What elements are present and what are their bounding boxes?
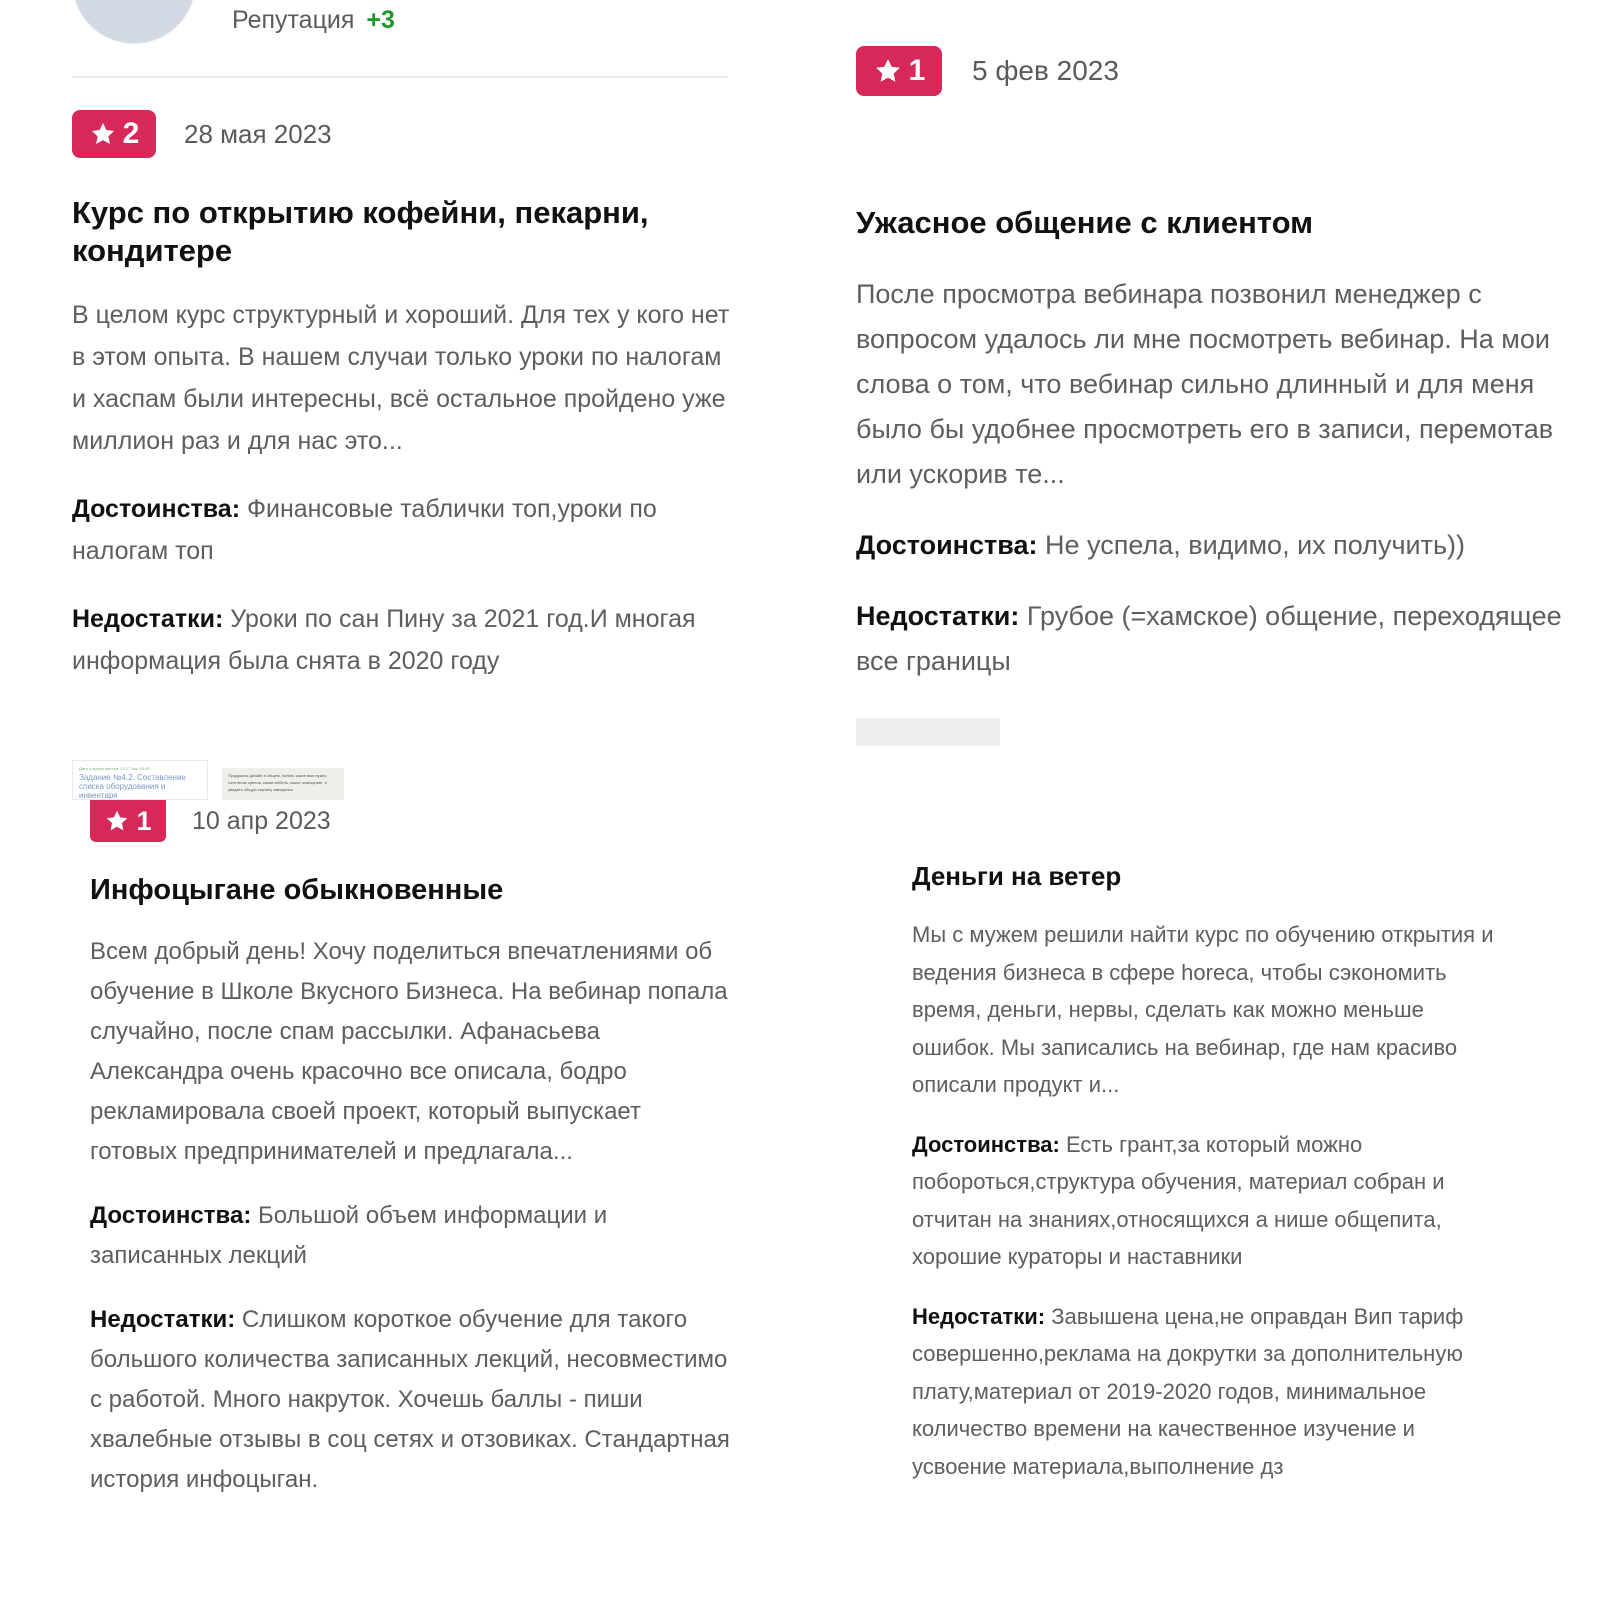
review-date: 5 фев 2023 [972, 55, 1119, 86]
review-date: 28 мая 2023 [184, 118, 332, 149]
review-title[interactable]: Инфоцыгане обыкновенные [90, 874, 504, 906]
review-attachments [72, 760, 372, 800]
divider [72, 76, 728, 78]
attachment-thumbnail[interactable] [72, 760, 208, 800]
review-cons [856, 594, 1576, 684]
review-date: 10 апр 2023 [192, 806, 331, 835]
pros-label: Достоинства: [90, 1202, 252, 1229]
star-icon [104, 808, 130, 834]
review-header [72, 110, 732, 158]
pros-label: Достоинства: [856, 530, 1038, 560]
reputation-value: +3 [366, 6, 395, 34]
pros-text: Большой объем информации и записанных лекций [90, 1202, 608, 1269]
rating-badge [856, 46, 942, 96]
author-avatar[interactable] [72, 0, 196, 44]
rating-value: 1 [908, 54, 926, 87]
review-cons [90, 1300, 730, 1500]
star-icon [89, 120, 117, 148]
cons-label: Недостатки: [72, 605, 224, 633]
attachment-text: Продумать дизайн в общем, понять какое вам нужно сочетание цветов, какая мебель, какое освещение, и увидеть общую картину заведения [228, 773, 327, 792]
cons-text: Уроки по сан Пину за 2021 год.И многая информация была снята в 2020 году [72, 605, 696, 675]
attachment-text: Задание №4.2. Составление списка оборудования и инвентаря [79, 773, 186, 800]
reputation-label: Репутация [232, 6, 355, 34]
cons-label: Недостатки: [912, 1303, 1046, 1329]
pros-text: Финансовые таблички топ,уроки по налогам топ [72, 495, 657, 565]
review-header [856, 46, 1576, 96]
pros-label: Достоинства: [72, 495, 241, 523]
pros-label: Достоинства: [912, 1131, 1060, 1157]
rating-value: 1 [136, 805, 152, 836]
rating-badge [72, 110, 156, 158]
review-body[interactable]: После просмотра вебинара позвонил менеджер с вопросом удалось ли мне посмотреть вебинар. На мои слова о том, что вебинар сильно длинный и для меня было бы удобнее просмотреть его в записи, перемотав или ускорив те... [856, 279, 1554, 489]
review-title[interactable]: Курс по открытию кофейни, пекарни, кондитере [72, 195, 649, 268]
cons-text: Грубое (=хамское) общение, переходящее все границы [856, 601, 1562, 676]
review-pros [856, 523, 1576, 568]
author-reputation [232, 6, 395, 35]
review-body[interactable]: Мы с мужем решили найти курс по обучению открытия и ведения бизнеса в сфере horeca, чтобы сэкономить время, деньги, нервы, сделать как можно меньше ошибок. Мы записались на вебинар, где нам красиво описали продукт и... [912, 922, 1494, 1097]
cons-label: Недостатки: [90, 1306, 236, 1333]
pros-text: Есть грант,за который можно побороться,структура обучения, материал собран и отчитан на знаниях,относящихся а нише общепита, хорошие кураторы и наставники [912, 1131, 1445, 1269]
review-cons [72, 598, 732, 682]
rating-value: 2 [122, 117, 140, 150]
review-pros [72, 488, 732, 572]
review-cons [912, 1298, 1512, 1486]
review-card [856, 46, 1576, 746]
review-title[interactable]: Деньги на ветер [912, 861, 1122, 891]
cons-text: Завышена цена,не оправдан Вип тариф совершенно,реклама на докрутки за дополнительную плату,материал от 2019-2020 годов, минимальное количество времени на качественное изучение и усвоение материала,выполнение дз [912, 1303, 1464, 1479]
review-card [912, 860, 1512, 1485]
review-title[interactable]: Ужасное общение с клиентом [856, 205, 1314, 240]
review-body[interactable]: В целом курс структурный и хороший. Для тех у кого нет в этом опыта. В нашем случаи только уроки по налогам и хаспам были интересны, всё остальное пройдено уже миллион раз и для нас это... [72, 301, 730, 455]
review-card [90, 800, 730, 1500]
review-header [90, 800, 730, 842]
review-pros [912, 1126, 1512, 1276]
attachment-thumbnail[interactable] [222, 768, 344, 800]
review-card [72, 110, 732, 682]
review-pros [90, 1196, 730, 1276]
cons-text: Слишком короткое обучение для такого большого количества записанных лекций, несовместимо с работой. Много накруток. Хочешь баллы - пиши хвалебные отзывы в соц сетях и отзовиках. Стандартная история инфоцыган. [90, 1306, 730, 1493]
review-body[interactable]: Всем добрый день! Хочу поделиться впечатлениями об обучение в Школе Вкусного Бизнеса. На вебинар попала случайно, после спам рассылки. Афанасьева Александра очень красочно все описала, бодро рекламировала своей проект, который выпускает готовых предпринимателей и предлагала... [90, 938, 728, 1165]
rating-badge [90, 800, 166, 842]
attachment-caption: Дата и время начала: 10 27 Апр 10:00 [79, 766, 150, 771]
attachment-thumbnail[interactable] [856, 718, 1000, 746]
pros-text: Не успела, видимо, их получить)) [1045, 530, 1466, 560]
cons-label: Недостатки: [856, 601, 1020, 631]
star-icon [873, 56, 903, 86]
